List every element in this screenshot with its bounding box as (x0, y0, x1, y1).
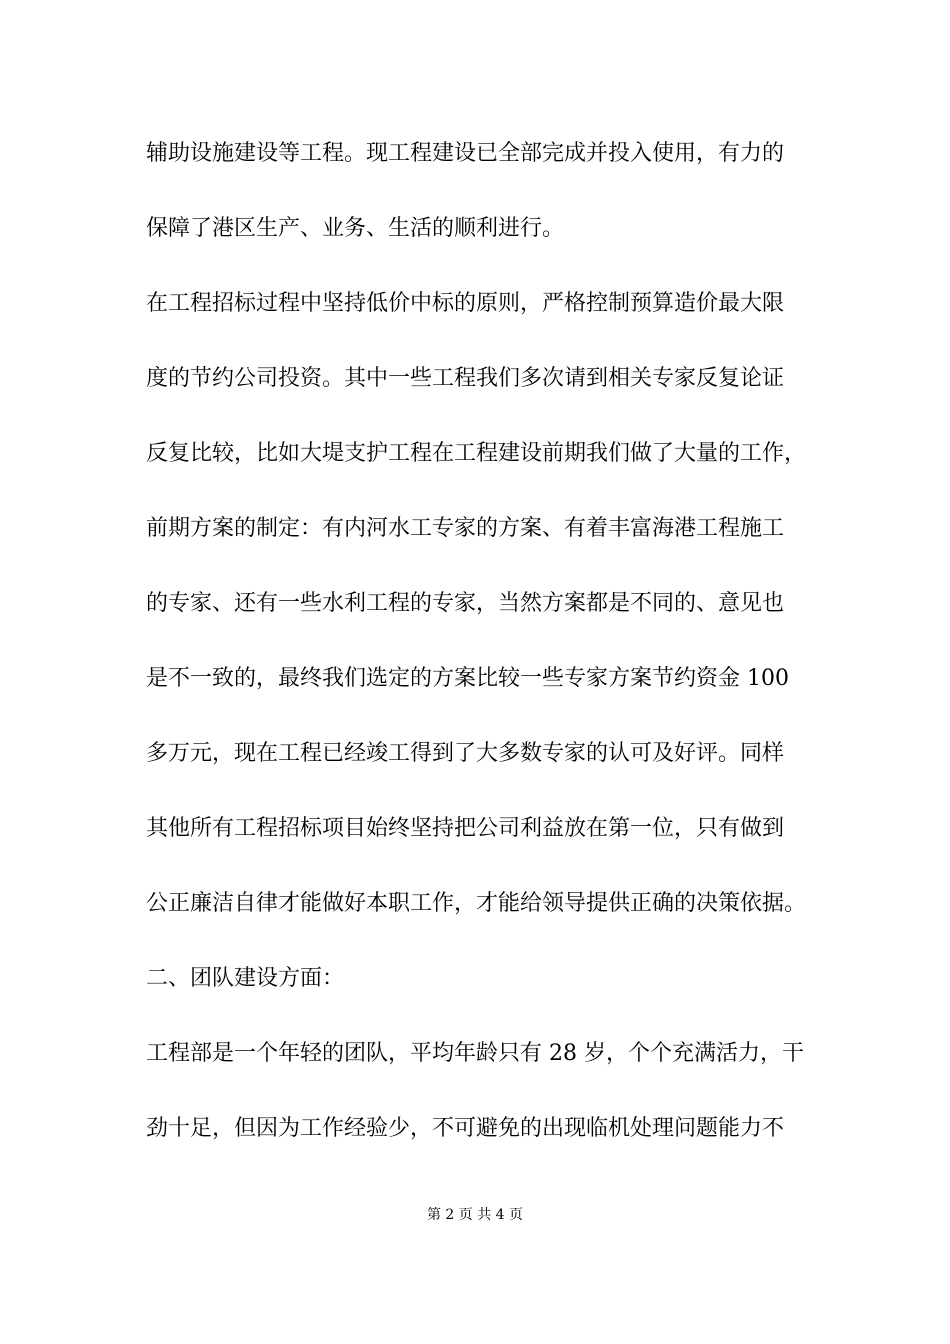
text-line-1: 辅助设施建设等工程。现工程建设已全部完成并投入使用，有力的 (146, 141, 785, 166)
text-line-7: 的专家、还有一些水利工程的专家，当然方案都是不同的、意见也 (146, 591, 785, 616)
text-line-8: 是不一致的，最终我们选定的方案比较一些专家方案节约资金 100 (146, 666, 789, 691)
text-line-3: 在工程招标过程中坚持低价中标的原则，严格控制预算造价最大限 (146, 291, 785, 316)
text-line-9: 多万元，现在工程已经竣工得到了大多数专家的认可及好评。同样 (146, 741, 785, 766)
text-line-2: 保障了港区生产、业务、生活的顺利进行。 (146, 216, 565, 241)
text-line-4: 度的节约公司投资。其中一些工程我们多次请到相关专家反复论证 (146, 366, 785, 391)
text-line-10: 其他所有工程招标项目始终坚持把公司利益放在第一位，只有做到 (146, 816, 785, 841)
text-line-6: 前期方案的制定：有内河水工专家的方案、有着丰富海港工程施工 (146, 516, 785, 541)
text-line-5: 反复比较，比如大堤支护工程在工程建设前期我们做了大量的工作， (146, 441, 807, 466)
text-line-14: 劲十足，但因为工作经验少，不可避免的出现临机处理问题能力不 (146, 1116, 785, 1141)
text-line-11: 公正廉洁自律才能做好本职工作，才能给领导提供正确的决策依据。 (146, 891, 807, 916)
section-heading: 二、团队建设方面： (146, 966, 345, 991)
page-number-footer: 第 2 页 共 4 页 (426, 1207, 524, 1223)
text-line-13: 工程部是一个年轻的团队，平均年龄只有 28 岁，个个充满活力，干 (146, 1041, 804, 1066)
